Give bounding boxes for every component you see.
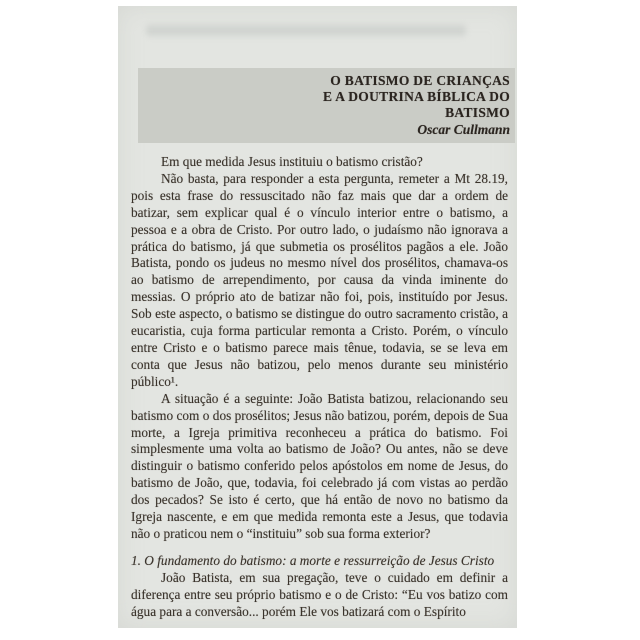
book-page [118, 6, 517, 628]
paragraph-joao-batista: João Batista, em sua pregação, teve o cuidado em definir a diferença entre seu próprio batismo e o de Cristo: “Eu vos batizo com água para a conversão... porém Ele vos batizará com o Espírito [131, 569, 508, 619]
chapter-title-line-1: O BATISMO DE CRIANÇAS [330, 73, 510, 88]
chapter-title-block [138, 68, 515, 143]
scan-bleed-artifact [146, 25, 466, 36]
paragraph-situacao: A situação é a seguinte: João Batista batizou, relacionando seu batismo com o dos prosélitos; Jesus não batizou, porém, depois de Sua morte, a Igreja primitiva reconheceu a prática do batismo. Foi simplesmente uma volta ao batismo de João? Ou antes, não se deve distinguir o batismo conferido pelos apóstolos em nome de Jesus, do batismo de João, que, todavia, foi celebrado já com vistas ao perdão dos pecados? Se isto é certo, que há então de novo no batismo da Igreja nascente, e em que medida remonta este a Jesus, que todavia não o praticou nem o “instituiu” sob sua forma exterior? [131, 390, 508, 541]
paragraph-nao-basta: Não basta, para responder a esta pergunta, remeter a Mt 28.19, pois esta frase do ressuscitado não faz mais que dar a ordem de batizar, sem explicar qual é o vínculo interior entre o batismo, a pessoa e a obra de Cristo. Por outro lado, o judaísmo não ignorava a prática do batismo, já que submetia os prosélitos pagãos a ele. João Batista, pondo os judeus no mesmo nível dos prosélitos, chamava-os ao batismo de arrependimento, por causa da vinda iminente do messias. O próprio ato de batizar não foi, pois, instituído por Jesus. Sob este aspecto, o batismo se distingue do outro sacramento cristão, a eucaristia, cuja forma particular remonta a Cristo. Porém, o vínculo entre Cristo e o batismo parece mais tênue, todavia, se se leva em conta que Jesus não batizou, pelo menos durante seu ministério público¹. [131, 170, 508, 389]
section-heading: 1. O fundamento do batismo: a morte e ressurreição de Jesus Cristo [131, 552, 495, 568]
body-text-column [131, 154, 508, 620]
chapter-title-line-3: BATISMO [445, 105, 510, 120]
chapter-title-line-2: E A DOUTRINA BÍBLICA DO [323, 89, 510, 104]
paragraph-question: Em que medida Jesus instituiu o batismo cristão? [161, 154, 423, 169]
author-name: Oscar Cullmann [417, 122, 510, 137]
